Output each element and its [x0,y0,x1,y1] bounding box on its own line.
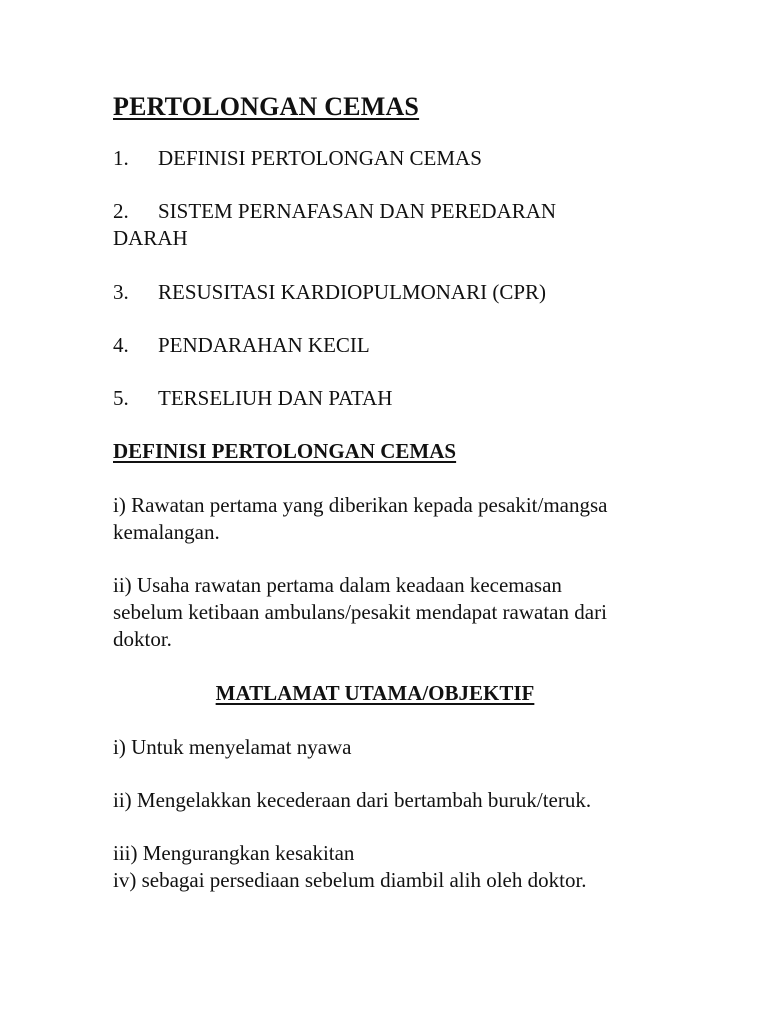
definition-point-1 [113,492,673,546]
toc-text: SISTEM PERNAFASAN DAN PEREDARAN [158,199,557,223]
toc-item-2-continuation: DARAH [113,226,188,250]
toc-text: RESUSITASI KARDIOPULMONARI (CPR) [158,280,547,304]
objective-point-3: iii) Mengurangkan kesakitan [113,841,355,865]
objective-point-2: ii) Mengelakkan kecederaan dari bertambah buruk/teruk. [113,788,592,812]
toc-number: 2. [113,199,129,223]
objectives-heading: MATLAMAT UTAMA/OBJEKTIF [215,681,535,705]
definition-point-2 [113,572,673,653]
toc-item-4 [113,332,370,359]
paragraph-line: ii) Usaha rawatan pertama dalam keadaan kecemasan [113,573,562,597]
toc-number: 4. [113,333,129,357]
toc-number: 5. [113,386,129,410]
toc-number: 1. [113,146,129,170]
toc-item-1 [113,145,482,172]
objective-point-1: i) Untuk menyelamat nyawa [113,735,352,759]
toc-text: TERSELIUH DAN PATAH [158,386,393,410]
paragraph-line: i) Rawatan pertama yang diberikan kepada pesakit/mangsa [113,493,608,517]
paragraph-line: sebelum ketibaan ambulans/pesakit mendapat rawatan dari [113,600,607,624]
toc-item-5 [113,385,392,412]
toc-item-3 [113,279,546,306]
toc-text: DEFINISI PERTOLONGAN CEMAS [158,146,482,170]
definition-heading: DEFINISI PERTOLONGAN CEMAS [113,439,457,463]
document-title: PERTOLONGAN CEMAS [113,92,420,121]
objective-point-4: iv) sebagai persediaan sebelum diambil alih oleh doktor. [113,868,587,892]
paragraph-line: kemalangan. [113,520,220,544]
toc-number: 3. [113,280,129,304]
toc-text: PENDARAHAN KECIL [158,333,370,357]
paragraph-line: doktor. [113,627,172,651]
toc-item-2 [113,198,556,225]
